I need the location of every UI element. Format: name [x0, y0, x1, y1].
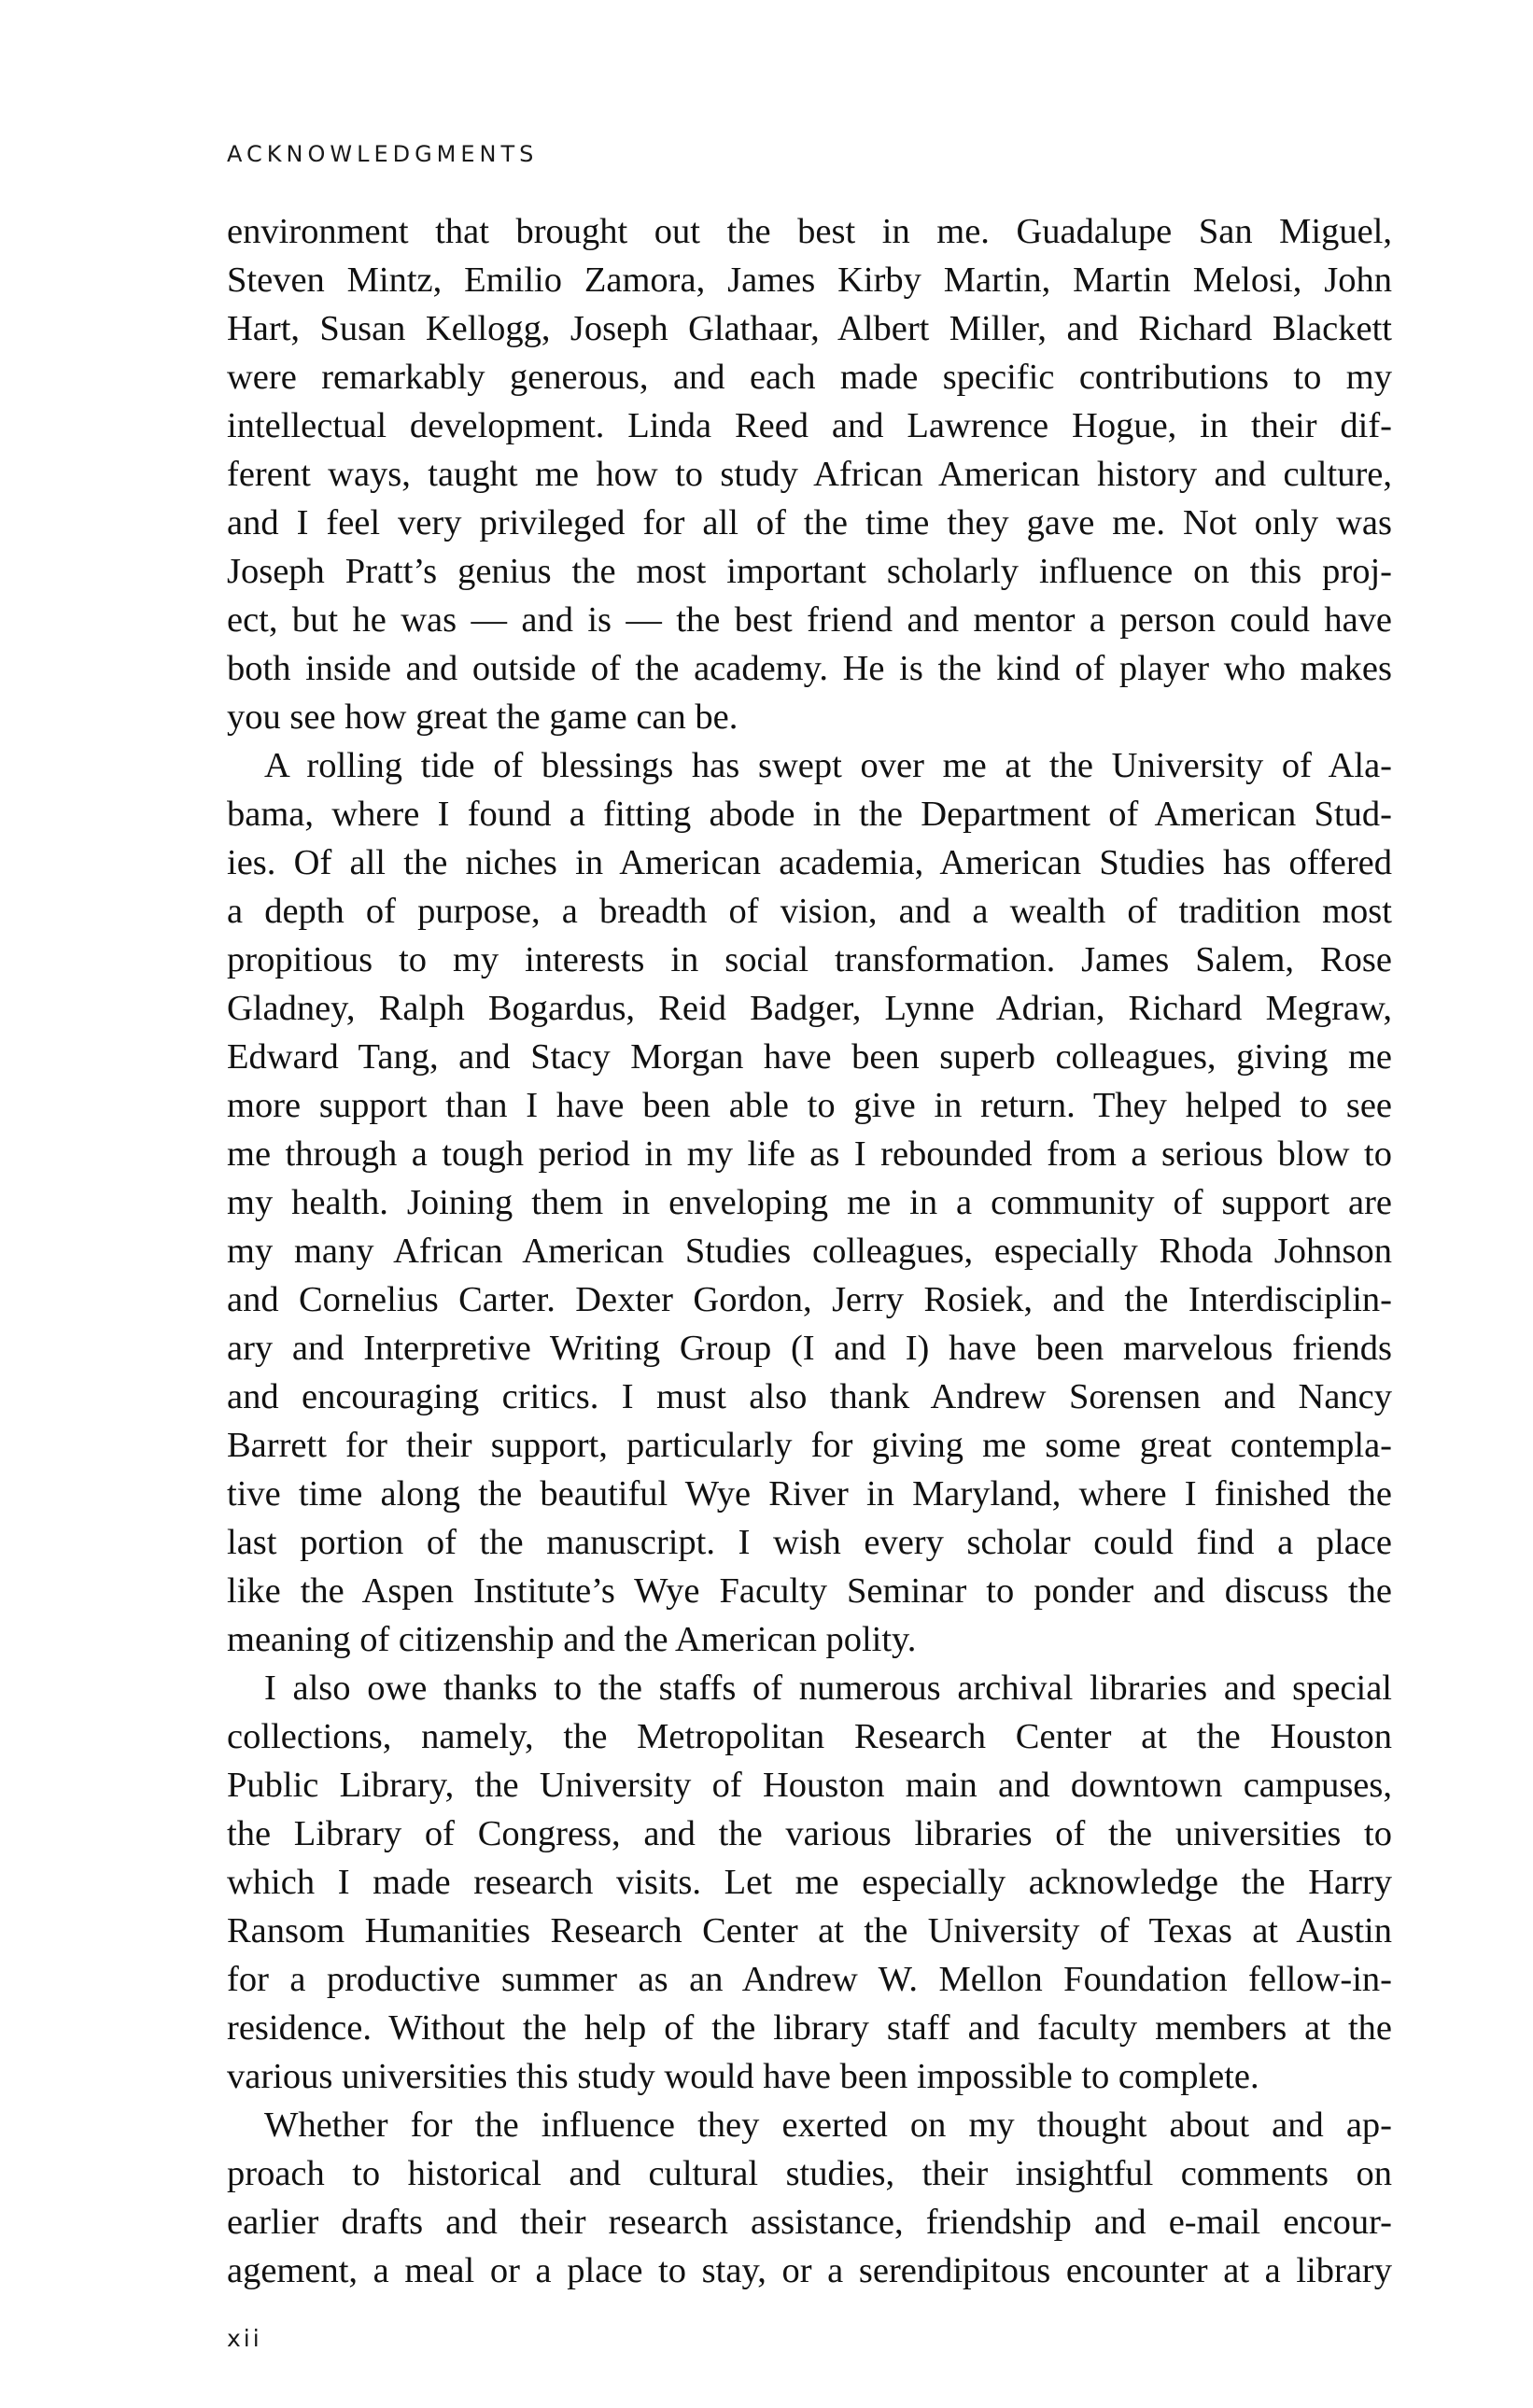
text-line: you see how great the game can be.: [227, 697, 738, 737]
paragraph-2: [227, 741, 1392, 1664]
text-line: were remarkably generous, and each made specific contributions to my: [227, 358, 1392, 397]
text-line: ies. Of all the niches in American academia, American Studies has offered: [227, 843, 1392, 882]
text-line: propitious to my interests in social transformation. James Salem, Rose: [227, 940, 1392, 979]
text-line: tive time along the beautiful Wye River in Maryland, where I finished the: [227, 1474, 1392, 1514]
text-line: for a productive summer as an Andrew W. Mellon Foundation fellow-in-: [227, 1960, 1392, 1999]
text-line: which I made research visits. Let me especially acknowledge the Harry: [227, 1863, 1392, 1902]
text-line: me through a tough period in my life as I rebounded from a serious blow to: [227, 1134, 1392, 1174]
text-line: Joseph Pratt’s genius the most important scholarly influence on this proj-: [227, 552, 1392, 591]
text-line: Steven Mintz, Emilio Zamora, James Kirby Martin, Martin Melosi, John: [227, 261, 1392, 300]
text-line: and I feel very privileged for all of the time they gave me. Not only was: [227, 503, 1392, 542]
paragraph-3: [227, 1664, 1392, 2101]
text-line: meaning of citizenship and the American polity.: [227, 1620, 917, 1659]
text-line: Edward Tang, and Stacy Morgan have been superb colleagues, giving me: [227, 1037, 1392, 1077]
text-line: ferent ways, taught me how to study African American history and culture,: [227, 455, 1392, 494]
text-line: environment that brought out the best in me. Guadalupe San Miguel,: [227, 212, 1392, 251]
running-head: ACKNOWLEDGMENTS: [227, 141, 539, 167]
text-line: Barrett for their support, particularly for giving me some great contempla-: [227, 1426, 1392, 1465]
text-line: Public Library, the University of Houston main and downtown campuses,: [227, 1766, 1392, 1805]
text-line: residence. Without the help of the library staff and faculty members at the: [227, 2008, 1392, 2048]
text-line: both inside and outside of the academy. He is the kind of player who makes: [227, 649, 1392, 688]
text-line: agement, a meal or a place to stay, or a serendipitous encounter at a library: [227, 2251, 1392, 2290]
text-line: a depth of purpose, a breadth of vision, and a wealth of tradition most: [227, 892, 1392, 931]
text-line: I also owe thanks to the staffs of numerous archival libraries and special: [264, 1669, 1392, 1708]
text-line: A rolling tide of blessings has swept over me at the University of Ala-: [264, 746, 1392, 785]
paragraph-4: [227, 2101, 1392, 2295]
paragraph-1: [227, 207, 1392, 741]
text-line: my health. Joining them in enveloping me in a community of support are: [227, 1183, 1392, 1222]
text-line: last portion of the manuscript. I wish every scholar could find a place: [227, 1523, 1392, 1562]
text-line: collections, namely, the Metropolitan Research Center at the Houston: [227, 1717, 1392, 1756]
body-text: [227, 207, 1392, 2295]
text-line: and encouraging critics. I must also thank Andrew Sorensen and Nancy: [227, 1377, 1392, 1416]
text-line: ect, but he was — and is — the best friend and mentor a person could have: [227, 600, 1392, 640]
text-line: earlier drafts and their research assistance, friendship and e-mail encour-: [227, 2203, 1392, 2242]
text-line: and Cornelius Carter. Dexter Gordon, Jerry Rosiek, and the Interdisciplin-: [227, 1280, 1392, 1319]
text-line: various universities this study would have been impossible to complete.: [227, 2057, 1259, 2096]
text-line: Whether for the influence they exerted on my thought about and ap-: [264, 2105, 1392, 2145]
text-line: ary and Interpretive Writing Group (I and I) have been marvelous friends: [227, 1329, 1392, 1368]
text-line: the Library of Congress, and the various libraries of the universities to: [227, 1814, 1392, 1853]
text-line: intellectual development. Linda Reed and Lawrence Hogue, in their dif-: [227, 406, 1392, 445]
text-line: like the Aspen Institute’s Wye Faculty Seminar to ponder and discuss the: [227, 1571, 1392, 1611]
text-line: Ransom Humanities Research Center at the University of Texas at Austin: [227, 1911, 1392, 1950]
text-line: my many African American Studies colleagues, especially Rhoda Johnson: [227, 1232, 1392, 1271]
text-line: more support than I have been able to give in return. They helped to see: [227, 1086, 1392, 1125]
text-line: Hart, Susan Kellogg, Joseph Glathaar, Albert Miller, and Richard Blackett: [227, 309, 1392, 348]
text-line: Gladney, Ralph Bogardus, Reid Badger, Lynne Adrian, Richard Megraw,: [227, 989, 1392, 1028]
page-number: xii: [227, 2325, 262, 2352]
text-line: bama, where I found a fitting abode in the Department of American Stud-: [227, 795, 1392, 834]
text-line: proach to historical and cultural studies, their insightful comments on: [227, 2154, 1392, 2193]
